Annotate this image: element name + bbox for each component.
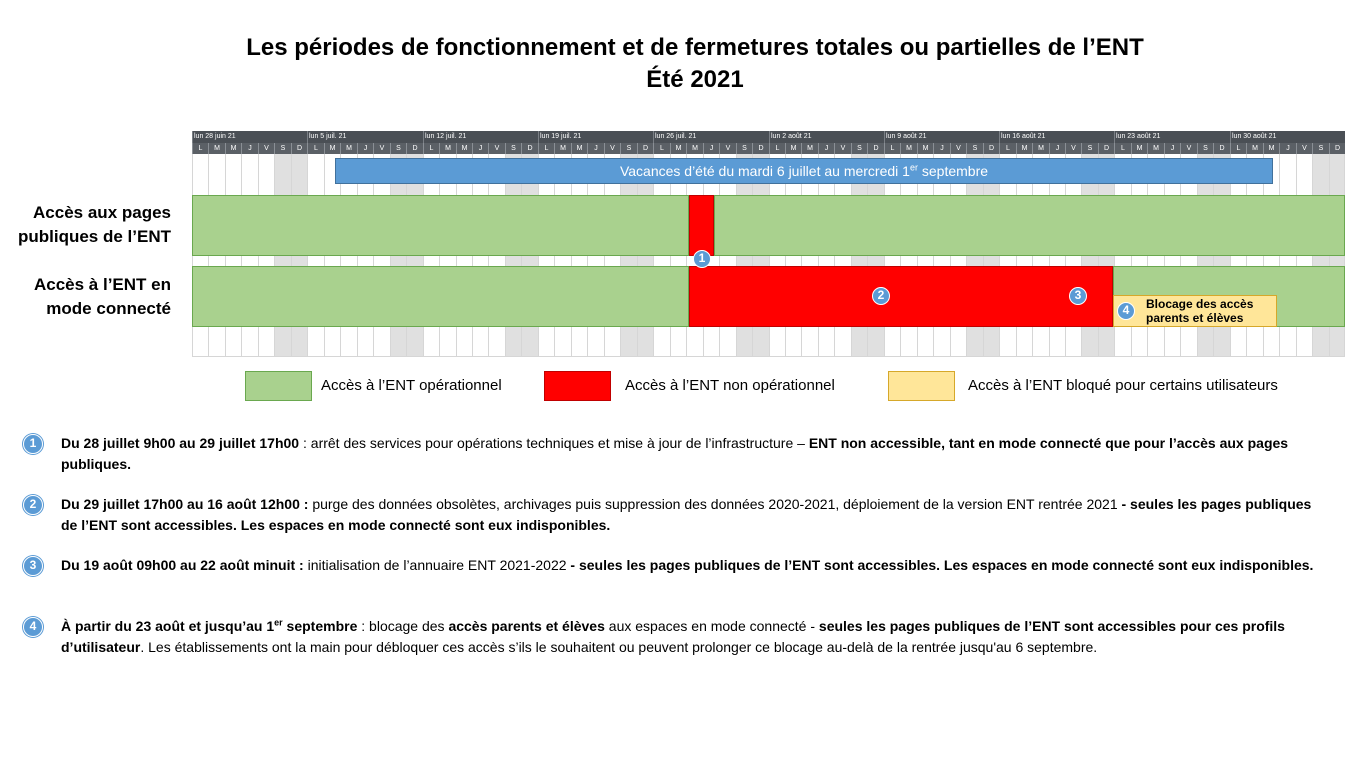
day-label: D	[1098, 143, 1114, 154]
day-label: S	[620, 143, 637, 154]
day-label: S	[1312, 143, 1329, 154]
day-label: V	[373, 143, 390, 154]
note-text-part: initialisation de l’annuaire ENT 2021-2022	[303, 557, 571, 573]
week-label: lun 5 juil. 21	[307, 131, 423, 143]
day-header	[192, 143, 1345, 154]
note-text	[61, 494, 1331, 536]
day-label: D	[637, 143, 653, 154]
week-label: lun 12 juil. 21	[423, 131, 538, 143]
row-label-public-line2: publiques de l’ENT	[17, 227, 171, 246]
day-label: V	[1180, 143, 1197, 154]
note-text-part: Du 28 juillet 9h00 au 29 juillet 17h00	[61, 435, 300, 451]
day-label: M	[900, 143, 917, 154]
vacation-text-end: septembre	[917, 163, 989, 179]
day-label: V	[834, 143, 851, 154]
day-label: M	[456, 143, 472, 154]
vacation-text: Vacances d’été du mardi 6 juillet au mercredi 1	[619, 163, 910, 179]
day-label: V	[488, 143, 505, 154]
day-label: M	[686, 143, 703, 154]
day-label: J	[933, 143, 950, 154]
note-text-part: - seules les pages publiques de l’ENT sont accessibles. Les espaces en mode connecté sont eux indisponibles.	[61, 496, 1312, 533]
day-label: J	[818, 143, 834, 154]
day-label: D	[1329, 143, 1345, 154]
week-label: lun 19 juil. 21	[538, 131, 653, 143]
day-label: M	[340, 143, 357, 154]
day-label: J	[1049, 143, 1065, 154]
day-label: J	[241, 143, 258, 154]
day-label: S	[1197, 143, 1213, 154]
note-text	[61, 433, 1331, 475]
day-label: V	[1065, 143, 1081, 154]
day-label: M	[225, 143, 241, 154]
note-number-badge: 4	[23, 617, 43, 637]
week-label: lun 26 juil. 21	[653, 131, 769, 143]
day-label: M	[439, 143, 456, 154]
legend-swatch	[544, 371, 611, 401]
vacation-text-sup: er	[909, 162, 918, 173]
blocking-line1: Blocage des accès	[1146, 297, 1254, 311]
note-text-part: seules les pages publiques de l’ENT sont accessibles pour ces profils d’utilisateur	[61, 618, 1285, 655]
legend-label: Accès à l’ENT non opérationnel	[625, 377, 835, 394]
day-label: S	[390, 143, 406, 154]
day-label: M	[785, 143, 801, 154]
note-text-part: : arrêt des services pour opérations techniques et mise à jour de l’infrastructure –	[299, 435, 809, 451]
day-label: L	[884, 143, 900, 154]
day-label: M	[917, 143, 933, 154]
day-label: S	[274, 143, 291, 154]
day-label: S	[851, 143, 867, 154]
status-bar-operational	[192, 195, 689, 256]
week-label: lun 28 juin 21	[192, 131, 307, 143]
day-label: D	[752, 143, 769, 154]
day-label: M	[1016, 143, 1032, 154]
day-label: J	[472, 143, 488, 154]
legend-label: Accès à l’ENT bloqué pour certains utilisateurs	[968, 377, 1278, 394]
day-label: D	[406, 143, 423, 154]
day-label: D	[1213, 143, 1230, 154]
day-label: M	[1147, 143, 1164, 154]
day-label: L	[307, 143, 324, 154]
vacation-bar	[335, 158, 1273, 184]
day-label: D	[983, 143, 999, 154]
marker-2: 2	[872, 287, 890, 305]
day-label: L	[1230, 143, 1246, 154]
marker-4: 4	[1117, 302, 1135, 320]
note-number-badge: 1	[23, 434, 43, 454]
week-label: lun 23 août 21	[1114, 131, 1230, 143]
note-text-part: - seules les pages publiques de l’ENT sont accessibles. Les espaces en mode connecté sont eux indisponibles.	[570, 557, 1314, 573]
day-label: L	[769, 143, 785, 154]
note-text-part: Du 29 juillet 17h00 au 16 août 12h00 :	[61, 496, 309, 512]
day-label: V	[258, 143, 274, 154]
note-text-part: À partir du 23 août et jusqu’au 1	[61, 618, 275, 634]
day-label: D	[867, 143, 884, 154]
day-label: V	[1296, 143, 1312, 154]
row-label-connected-line1: Accès à l’ENT en	[33, 275, 171, 294]
gantt-chart	[192, 131, 1345, 357]
week-label: lun 2 août 21	[769, 131, 884, 143]
day-label: V	[950, 143, 966, 154]
note-text-part: purge des données obsolètes, archivages puis suppression des données 2020-2021, déploiement de la version ENT rentrée 2021	[308, 496, 1122, 512]
note-text-part: : blocage des	[357, 618, 449, 634]
day-label: M	[1131, 143, 1147, 154]
day-label: M	[554, 143, 571, 154]
week-label: lun 9 août 21	[884, 131, 999, 143]
note-text-part: ENT non accessible, tant en mode connecté que pour l’accès aux pages publiques.	[61, 435, 1289, 472]
day-label: M	[1246, 143, 1263, 154]
day-label: J	[1164, 143, 1180, 154]
day-label: J	[357, 143, 373, 154]
day-label: L	[999, 143, 1016, 154]
day-label: J	[1279, 143, 1296, 154]
day-label: M	[571, 143, 587, 154]
day-label: J	[703, 143, 719, 154]
day-label: M	[1263, 143, 1279, 154]
day-label: V	[719, 143, 736, 154]
row-label-public-line1: Accès aux pages	[33, 203, 171, 222]
day-label: L	[538, 143, 554, 154]
row-label-connected	[34, 273, 171, 321]
day-label: M	[801, 143, 818, 154]
blocking-box	[1113, 295, 1277, 327]
note-text-part: Du 19 août 09h00 au 22 août minuit :	[61, 557, 304, 573]
day-label: M	[1032, 143, 1049, 154]
note-text-part: . Les établissements ont la main pour débloquer ces accès s’ils le souhaitent ou peuvent prolonger ce blocage au-delà de la rentrée jusqu'au 6 septembre.	[140, 639, 1098, 655]
note-text	[61, 555, 1331, 576]
week-header	[192, 131, 1345, 143]
day-label: S	[1081, 143, 1098, 154]
note-text-part: aux espaces en mode connecté -	[604, 618, 819, 634]
day-label: D	[521, 143, 538, 154]
marker-1: 1	[693, 250, 711, 268]
week-label: lun 30 août 21	[1230, 131, 1345, 143]
day-label: M	[324, 143, 340, 154]
day-label: S	[966, 143, 983, 154]
row-label-connected-line2: mode connecté	[46, 299, 171, 318]
day-label: L	[653, 143, 670, 154]
week-label: lun 16 août 21	[999, 131, 1114, 143]
note-text-part: accès parents et élèves	[448, 618, 605, 634]
note-text-part: septembre	[282, 618, 358, 634]
row-label-public	[18, 201, 171, 249]
day-label: L	[1114, 143, 1131, 154]
day-label: J	[587, 143, 604, 154]
blocking-line2: parents et élèves	[1146, 311, 1244, 325]
note-text	[61, 616, 1331, 658]
marker-3: 3	[1069, 287, 1087, 305]
day-label: L	[192, 143, 208, 154]
legend-label: Accès à l’ENT opérationnel	[321, 377, 502, 394]
note-number-badge: 3	[23, 556, 43, 576]
grid-bottom-line	[192, 356, 1345, 357]
note-text-part: er	[274, 617, 283, 628]
page-subtitle: Été 2021	[646, 66, 744, 93]
note-number-badge: 2	[23, 495, 43, 515]
day-label: S	[736, 143, 752, 154]
page-title: Les périodes de fonctionnement et de fermetures totales ou partielles de l’ENT	[246, 34, 1144, 61]
day-label: M	[670, 143, 686, 154]
day-label: D	[291, 143, 307, 154]
status-bar-operational	[714, 195, 1345, 256]
status-bar-operational	[192, 266, 689, 327]
day-label: M	[208, 143, 225, 154]
day-label: S	[505, 143, 521, 154]
status-bar-down	[689, 195, 714, 256]
legend-swatch	[888, 371, 955, 401]
status-bar-down	[689, 266, 1113, 327]
day-label: L	[423, 143, 439, 154]
legend-swatch	[245, 371, 312, 401]
day-label: V	[604, 143, 620, 154]
